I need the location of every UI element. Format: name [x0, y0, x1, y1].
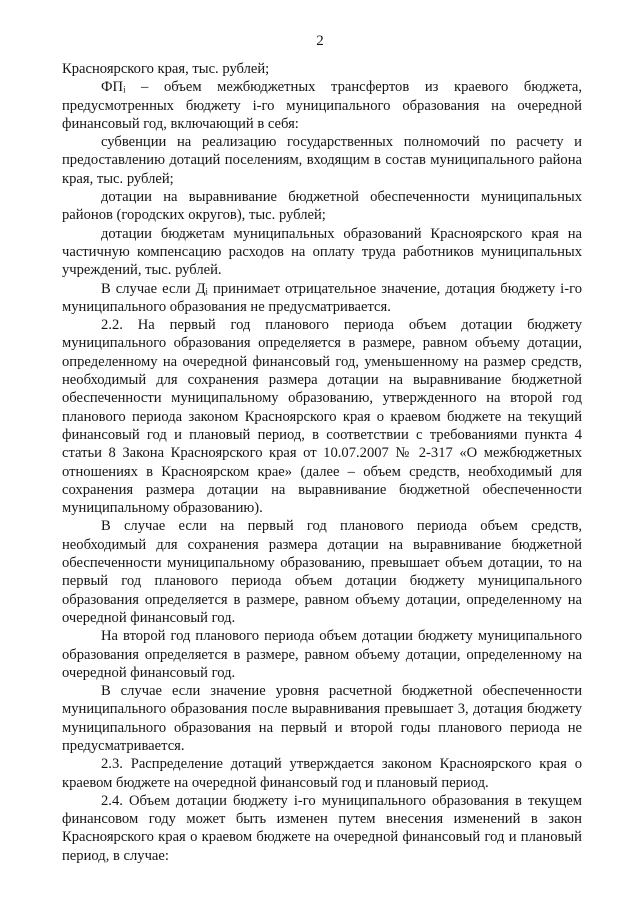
paragraph-negative-value: В случае если Дᵢ принимает отрицательное значение, дотация бюджету i-го муниципального образования не предусматривается.	[62, 280, 582, 315]
paragraph-section-2-4: 2.4. Объем дотации бюджету i-го муниципального образования в текущем финансовом году может быть изменен путем внесения изменений в закон Красноярского края о краевом бюджете на очередной финансовый год и плановый период, в случае:	[62, 792, 582, 864]
paragraph-section-2-3: 2.3. Распределение дотаций утверждается законом Красноярского края о краевом бюджете на очередной финансовый год и плановый период.	[62, 756, 582, 791]
paragraph-fp-definition: ФПᵢ – объем межбюджетных трансфертов из краевого бюджета, предусмотренных бюджету i-го муниципального образования на очередной финансовый год, включающий в себя:	[62, 79, 582, 132]
page-number: 2	[316, 33, 324, 49]
paragraph-equalization-grants: дотации на выравнивание бюджетной обеспеченности муниципальных районов (городских округов), тыс. рублей;	[62, 189, 582, 224]
paragraph-level-exceeds: В случае если значение уровня расчетной бюджетной обеспеченности муниципального образования после выравнивания превышает 3, дотация бюджету муниципального образования на первый и второй годы планового периода не предусматривается.	[62, 683, 582, 754]
paragraph-section-2-2: 2.2. На первый год планового периода объем дотации бюджету муниципального образования определяется в размере, равном объему дотации, определенному на очередной финансовый год, уменьшенному на размер средств, необходимый для сохранения размера дотации на выравнивание бюджетной обеспеченности муниципальному образованию, утвержденного на второй год планового периода законом Красноярского края о краевом бюджете на текущий финансовый год и плановый период, в соответствии с требованиями пункта 4 статьи 8 Закона Красноярского края от 10.07.2007 № 2-317 «О межбюджетных отношениях в Красноярском крае» (далее – объем средств, необходимый для сохранения размера дотации на выравнивание бюджетной обеспеченности муниципальному образованию).	[62, 317, 582, 517]
paragraph-continuation: Красноярского края, тыс. рублей;	[62, 61, 270, 77]
paragraph-second-year: На второй год планового периода объем дотации бюджету муниципального образования определяется в размере, равном объему дотации, определенному на очередной финансовый год.	[62, 628, 582, 681]
paragraph-excess-case: В случае если на первый год планового периода объем средств, необходимый для сохранения размера дотации на выравнивание бюджетной обеспеченности муниципальному образованию, превышает объем дотации, то на первый год планового периода объем дотации бюджету муниципального образования определяется в размере, равном объему дотации, определенному на очередной финансовый год.	[62, 518, 582, 626]
paragraph-wage-compensation: дотации бюджетам муниципальных образований Красноярского края на частичную компенсацию расходов на оплату труда работников муниципальных учреждений, тыс. рублей.	[62, 225, 582, 279]
paragraph-subventions: субвенции на реализацию государственных полномочий по расчету и предоставлению дотаций поселениям, входящим в состав муниципального района края, тыс. рублей;	[62, 134, 582, 187]
document-body	[62, 60, 582, 865]
